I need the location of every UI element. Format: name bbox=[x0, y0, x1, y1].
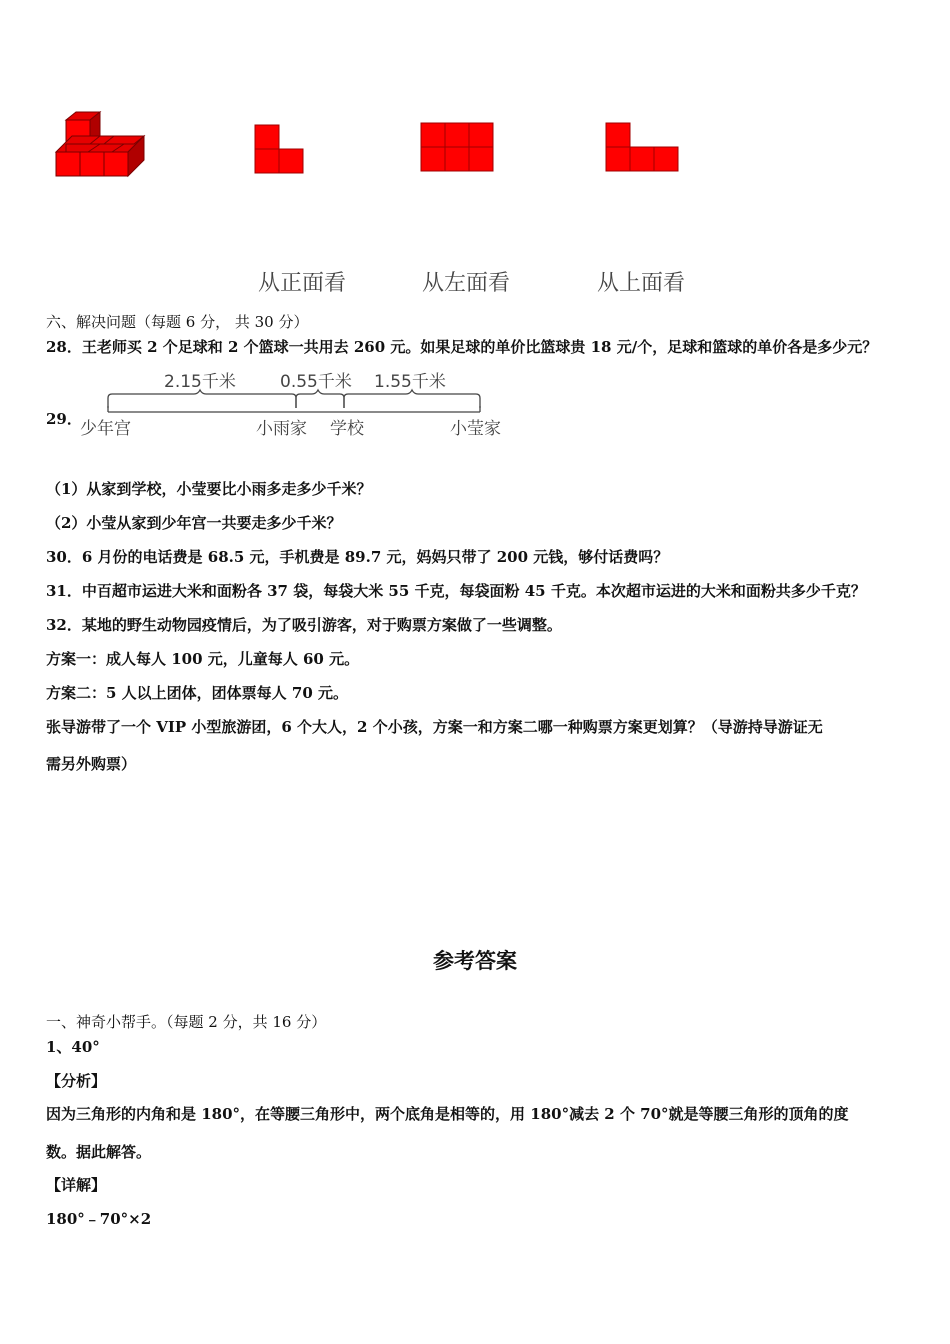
cube-front-face bbox=[104, 152, 128, 176]
answer-1: 1、40° bbox=[46, 1038, 100, 1056]
cube-front-face bbox=[80, 152, 104, 176]
q32-question-line2: 需另外购票） bbox=[46, 755, 137, 773]
view-square bbox=[255, 149, 279, 173]
view-square bbox=[421, 147, 445, 171]
place-school: 学校 bbox=[330, 419, 364, 439]
segment2-label: 0.55千米 bbox=[280, 372, 352, 392]
segment1-brace bbox=[108, 390, 296, 408]
q30-text: 30．6 月份的电话费是 68.5 元，手机费是 89.7 元，妈妈只带了 200 元钱，够付话费吗？ bbox=[46, 548, 669, 566]
left-view-figure bbox=[420, 122, 496, 176]
front-view-label: 从正面看 bbox=[258, 271, 347, 296]
place-xiaoying-home: 小莹家 bbox=[450, 419, 501, 439]
analysis-line2: 数。据此解答。 bbox=[46, 1143, 152, 1161]
top-view-figure bbox=[605, 122, 681, 174]
front-view-figure bbox=[254, 124, 306, 176]
q31-text: 31．中百超市运进大米和面粉各 37 袋，每袋大米 55 千克，每袋面粉 45 千克。本次超市运进的大米和面粉共多少千克？ bbox=[46, 582, 866, 600]
view-square bbox=[469, 147, 493, 171]
view-square bbox=[279, 149, 303, 173]
analysis-tag: 【分析】 bbox=[46, 1072, 107, 1090]
place-youth-palace: 少年宫 bbox=[80, 419, 131, 439]
view-square bbox=[445, 123, 469, 147]
section6-heading: 六、解决问题（每题 6 分， 共 30 分） bbox=[46, 313, 309, 331]
segment3-brace bbox=[344, 390, 480, 408]
q29-sub1: （1）从家到学校，小莹要比小雨多走多少千米？ bbox=[46, 480, 372, 498]
cube-stack-figure bbox=[52, 108, 152, 184]
cube-top-face bbox=[90, 136, 144, 144]
q32-plan2: 方案二：5 人以上团体，团体票每人 70 元。 bbox=[46, 684, 348, 702]
view-square bbox=[630, 147, 654, 171]
view-square bbox=[606, 123, 630, 147]
q29-number: 29． bbox=[46, 410, 82, 428]
segment3-label: 1.55千米 bbox=[374, 372, 446, 392]
q32-text: 32．某地的野生动物园疫情后，为了吸引游客，对于购票方案做了一些调整。 bbox=[46, 616, 562, 634]
distance-diagram bbox=[76, 362, 526, 444]
cube-front-face bbox=[56, 152, 80, 176]
top-view-label: 从上面看 bbox=[597, 271, 686, 296]
answers-section1-heading: 一、神奇小帮手。（每题 2 分，共 16 分） bbox=[46, 1013, 327, 1031]
detail-formula: 180°﹣70°×2 bbox=[46, 1210, 152, 1228]
q32-plan1: 方案一：成人每人 100 元，儿童每人 60 元。 bbox=[46, 650, 360, 668]
answers-title: 参考答案 bbox=[433, 948, 517, 973]
view-square bbox=[606, 147, 630, 171]
q28-text: 28．王老师买 2 个足球和 2 个篮球一共用去 260 元。如果足球的单价比篮球贵 18 元/个，足球和篮球的单价各是多少元？ bbox=[46, 338, 878, 356]
place-xiaoyu-home: 小雨家 bbox=[256, 419, 307, 439]
q29-sub2: （2）小莹从家到少年宫一共要走多少千米？ bbox=[46, 514, 342, 532]
analysis-line1: 因为三角形的内角和是 180°，在等腰三角形中，两个底角是相等的，用 180°减去 2 个 70°就是等腰三角形的顶角的度 bbox=[46, 1105, 849, 1123]
detail-tag: 【详解】 bbox=[46, 1176, 107, 1194]
view-square bbox=[445, 147, 469, 171]
view-square bbox=[469, 123, 493, 147]
left-view-label: 从左面看 bbox=[422, 271, 511, 296]
view-square bbox=[654, 147, 678, 171]
q32-question-line1: 张导游带了一个 VIP 小型旅游团，6 个大人，2 个小孩，方案一和方案二哪一种购票方案更划算？（导游持导游证无 bbox=[46, 718, 823, 736]
view-square bbox=[255, 125, 279, 149]
segment1-label: 2.15千米 bbox=[164, 372, 236, 392]
view-square bbox=[421, 123, 445, 147]
segment2-brace bbox=[296, 390, 344, 408]
